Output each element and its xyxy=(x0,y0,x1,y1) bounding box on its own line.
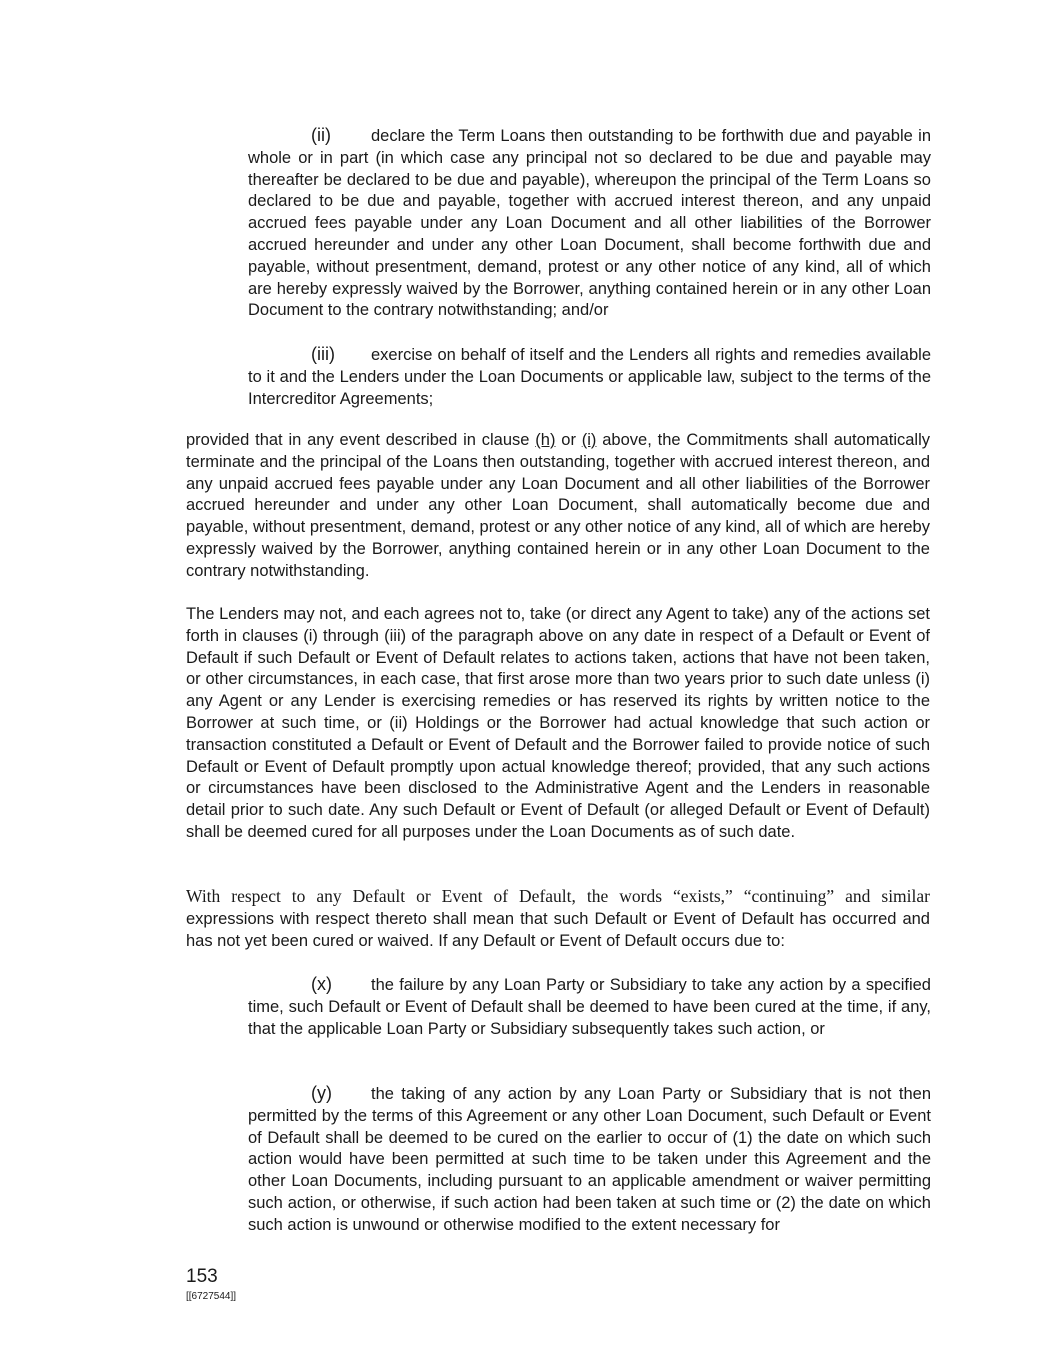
respect-rest-text: expressions with respect thereto shall mean that such Default or Event of Default has occurred and has not yet been cured or waived. If any Default or Event of Default occurs due to: xyxy=(186,909,930,950)
proviso-lead: provided that in any event described in clause xyxy=(186,431,536,449)
clause-x-paragraph xyxy=(248,974,931,1040)
clause-iii-paragraph xyxy=(248,344,931,410)
clause-y-paragraph xyxy=(248,1083,931,1237)
clause-y-marker: (y) xyxy=(311,1083,332,1103)
clause-i-reference: (i) xyxy=(581,431,597,449)
clause-y-text: the taking of any action by any Loan Party or Subsidiary that is not then permitted by the terms of this Agreement or any other Loan Document, such Default or Event of Default shall be deemed to be cured on the earlier to occur of (1) the date on which such action would have been permitted at such time to be taken under this Agreement and the other Loan Documents, including pursuant to an applicable amendment or waiver permitting such action, or otherwise, if such action had been taken at such time or (2) the date on which such action is unwound or otherwise modified to the extent necessary for xyxy=(248,1085,931,1234)
proviso-or: or xyxy=(555,431,582,449)
clause-iii-marker: (iii) xyxy=(311,344,335,364)
clause-ii-paragraph xyxy=(248,125,931,322)
clause-x-text: the failure by any Loan Party or Subsidiary to take any action by a specified time, such Default or Event of Default shall be deemed to have been cured at the time, if any, that the applicable Loan Party or Subsidiary subsequently takes such action, or xyxy=(248,976,931,1038)
lenders-paragraph: The Lenders may not, and each agrees not to, take (or direct any Agent to take) any of the actions set forth in clauses (i) through (iii) of the paragraph above on any date in respect of a Default or Event of Default if such Default or Event of Default relates to actions taken, actions that have not been taken, or other circumstances, in each case, that first arose more than two years prior to such date unless (i) any Agent or any Lender is exercising remedies or has reserved its rights by written notice to the Borrower at such time, or (ii) Holdings or the Borrower had actual knowledge that such action or transaction constituted a Default or Event of Default and the Borrower failed to provide notice of such Default or Event of Default promptly upon actual knowledge thereof; provided, that any such actions or circumstances have been disclosed to the Administrative Agent and the Lenders in reasonable detail prior to such date. Any such Default or Event of Default (or alleged Default or Event of Default) shall be deemed cured for all purposes under the Loan Documents as of such date. xyxy=(186,605,930,841)
document-id: [[6727544]] xyxy=(186,1291,237,1302)
clause-h-reference: (h) xyxy=(535,431,556,449)
proviso-paragraph xyxy=(186,430,930,583)
clause-ii-text: declare the Term Loans then outstanding to be forthwith due and payable in whole or in part (in which case any principal not so declared to be due and payable may thereafter be declared to be due and payable), whereupon the principal of the Term Loans so declared to be due and payable, together with accrued interest thereon, and any unpaid accrued fees payable under any Loan Document and all other liabilities of the Borrower accrued hereunder and under any other Loan Document, shall become forthwith due and payable, without presentment, demand, protest or any other notice of any kind, all of which are hereby expressly waived by the Borrower, anything contained herein or in any other Loan Document to the contrary notwithstanding; and/or xyxy=(248,127,931,320)
respect-paragraph xyxy=(186,886,930,952)
clause-ii-marker: (ii) xyxy=(311,125,331,145)
clause-x-marker: (x) xyxy=(311,974,332,994)
respect-serif-text: With respect to any Default or Event of Default, the words “exists,” “continuing” and similar xyxy=(186,886,930,906)
page-number: 153 xyxy=(186,1266,218,1287)
proviso-rest: above, the Commitments shall automatically terminate and the principal of the Loans then outstanding, together with accrued interest thereon, and any unpaid accrued fees payable under any Loan Document and all other liabilities of the Borrower accrued hereunder and under any other Loan Document, shall automatically become due and payable, without presentment, demand, protest or any other notice of any kind, all of which are hereby expressly waived by the Borrower, anything contained herein or in any other Loan Document to the contrary notwithstanding. xyxy=(186,431,930,580)
clause-iii-text: exercise on behalf of itself and the Lenders all rights and remedies available to it and the Lenders under the Loan Documents or applicable law, subject to the terms of the Intercreditor Agreements; xyxy=(248,346,931,408)
